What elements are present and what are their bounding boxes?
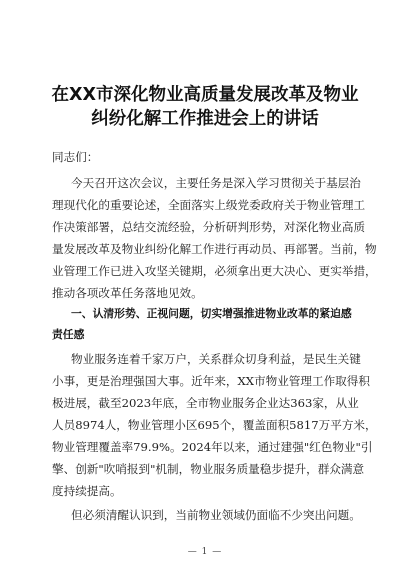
paragraph-2-line: 物业管理覆盖率79.9%。2024年以来，通过建强"红色物业"引 <box>52 440 373 454</box>
page-number: — 1 — <box>187 547 223 557</box>
paragraph-1-line: 理现代化的重要论述，全面落实上级党委政府关于物业管理工 <box>52 198 366 212</box>
paragraph-2-line: 极进展，截至2023年底，全市物业服务企业达363家，从业 <box>52 396 359 410</box>
salutation: 同志们： <box>52 150 99 164</box>
paragraph-2-line: 小事，更是治理强国大事。近年来，XX市物业管理工作取得积 <box>52 374 370 388</box>
paragraph-1-line: 推动各项改革任务落地见效。 <box>52 286 203 300</box>
section-heading-line: 责任感 <box>52 328 85 341</box>
paragraph-1-line: 今天召开这次会议，主要任务是深入学习贯彻关于基层治 <box>71 176 361 190</box>
section-heading-line: 一、认清形势、正视问题，切实增强推进物业改革的紧迫感 <box>71 307 352 320</box>
paragraph-2-line: 物业服务连着千家万户，关系群众切身利益，是民生关键 <box>71 352 361 366</box>
paragraph-1-line: 业管理工作已进入攻坚关键期，必须拿出更大决心、更实举措， <box>52 264 377 278</box>
document-title-line-2: 纠纷化解工作推进会上的讲话 <box>91 109 319 129</box>
paragraph-1-line: 作决策部署，总结交流经验，分析研判形势，对深化物业高质 <box>52 220 366 234</box>
paragraph-2-line: 人员8974人，物业管理小区695个，覆盖面积5817万平方米， <box>52 418 377 432</box>
document-title-line-1: 在XX市深化物业高质量发展改革及物业 <box>51 85 359 105</box>
paragraph-3-line: 但必须清醒认识到，当前物业领域仍面临不少突出问题。 <box>71 508 361 522</box>
paragraph-2-line: 度持续提高。 <box>52 484 122 498</box>
paragraph-1-line: 量发展改革及物业纠纷化解工作进行再动员、再部署。当前，物 <box>52 242 377 256</box>
paragraph-2-line: 擎、创新"吹哨报到"机制，物业服务质量稳步提升，群众满意 <box>52 462 365 476</box>
